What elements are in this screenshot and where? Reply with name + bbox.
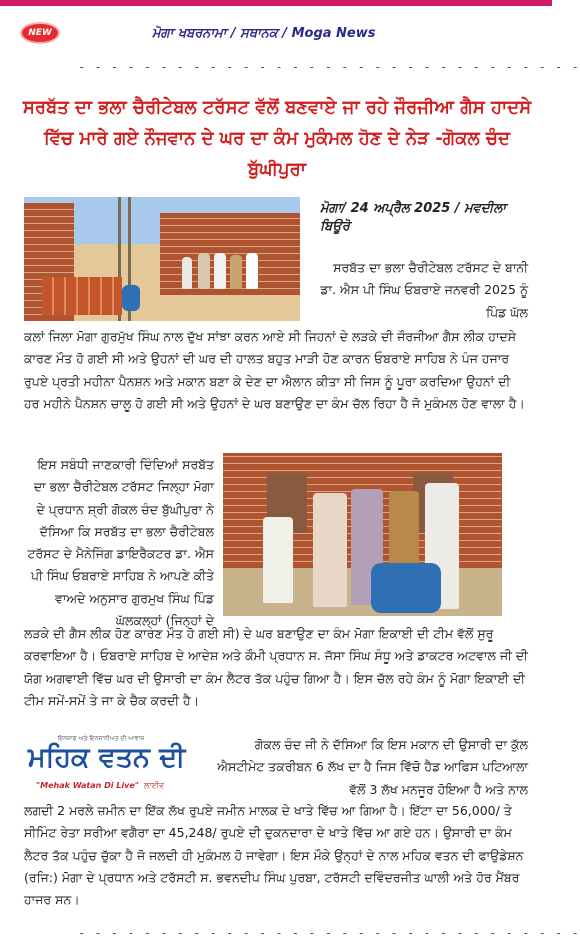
construction-photo — [24, 197, 300, 321]
page-header — [20, 20, 540, 46]
bottom-divider: - - - - - - - - - - - - - - - - - - - - - - - - - - - - - - - — [78, 926, 580, 940]
new-badge: NEW — [20, 22, 60, 44]
mehak-watan-di-logo: ਇਨਸਾਫ ਅਤੇ ਇਨਸਾਨੀਅਤ ਦੀ ਆਵਾਜ਼ ਮਹਿਕ ਵਤਨ ਦੀ "Mehak Watan Di Live" ਲਾਈਵ — [28, 735, 186, 790]
dateline: ਮੋਗਾ/ 24 ਅਪ੍ਰੈਲ 2025 / ਮਵਦੀਲਾ ਬਿਊਰੋ — [320, 201, 506, 234]
paragraph-1-intro: ਸਰਬੱਤ ਦਾ ਭਲਾ ਚੈਰੀਟੇਬਲ ਟਰੱਸਟ ਦੇ ਬਾਨੀ ਡਾ. ਐਸ ਪੀ ਸਿੰਘ ਓਬਰਾਏ ਜਨਵਰੀ 2025 ਨੂੰ ਪਿੰਡ ਘੱਲ — [320, 260, 528, 320]
paragraph-3-body: ਲਗਦੀ 2 ਮਰਲੇ ਜ਼ਮੀਨ ਦਾ ਇੱਕ ਲੱਖ ਰੁਪਏ ਜਮੀਨ ਮਾਲਕ ਦੇ ਖਾਤੇ ਵਿੱਚ ਆ ਗਿਆ ਹੈ। ਇੱਟਾ ਦਾ 56,000/ ਤੇ ਸੀਮਿੰਟ ਰੇਤਾ ਸਰੀਆ ਵਗੈਰਾ ਦਾ 45,248/ ਰੁਪਏ ਦੀ ਦੁਕਨਦਾਰਾ ਦੇ ਖਾਤੇ ਵਿੱਚ ਆ ਗਏ ਹਨ। ਉਸਾਰੀ ਦਾ ਕੰਮ ਲੈਟਰ ਤੱਕ ਪਹੁੰਚ ਚੁੱਕਾ ਹੈ ਜੋ ਜਲਦੀ ਹੀ ਮੁਕੰਮਲ ਹੋ ਜਾਵੇਗਾ। ਇਸ ਮੌਕੇ ਉਨ੍ਹਾਂ ਦੇ ਨਾਲ ਮਹਿਕ ਵਤਨ ਦੀ ਫਾਉਡੇਸ਼ਨ (ਰਜਿ:) ਮੋਗਾ ਦੇ ਪ੍ਰਧਾਨ ਅਤੇ ਟਰੱਸਟੀ ਸ. ਭਵਨਦੀਪ ਸਿੰਘ ਪੁਰਬਾ, ਟਰੱਸਟੀ ਦਵਿੰਦਰਜੀਤ ਘਾਲੀ ਅਤੇ ਹੋਰ ਮੈਂਬਰ ਹਾਜਰ ਸਨ। — [24, 803, 524, 908]
top-accent-bar — [0, 0, 552, 6]
paragraph-1-body: ਕਲਾਂ ਜਿਲਾ ਮੋਗਾ ਗੁਰਮੁੱਖ ਸਿੰਘ ਨਾਲ ਦੁੱਖ ਸਾਂਝਾ ਕਰਨ ਆਏ ਸੀ ਜਿਹਨਾਂ ਦੇ ਲੜਕੇ ਦੀ ਜੌਰਜੀਆ ਗੈਸ ਲੀਕ ਹਾਦਸੇ ਕਾਰਣ ਮੌਤ ਹੋ ਗਈ ਸੀ ਅਤੇ ਉਹਨਾਂ ਦੀ ਘਰ ਦੀ ਹਾਲਤ ਬਹੁਤ ਮਾੜੀ ਹੋਣ ਕਾਰਨ ਓਬਰਾਏ ਸਾਹਿਬ ਨੇ ਪੰਜ ਹਜਾਰ ਰੁਪਏ ਪ੍ਰਤੀ ਮਹੀਨਾ ਪੈਨਸ਼ਨ ਅਤੇ ਮਕਾਨ ਬਣਾ ਕੇ ਦੇਣ ਦਾ ਐਲਾਨ ਕੀਤਾ ਸੀ ਜਿਸ ਨੂੰ ਪੂਰਾ ਕਰਦਿਆ ਉਹਨਾਂ ਦੀ ਹਰ ਮਹੀਨੇ ਪੈਨਸ਼ਨ ਚਾਲੂ ਹੋ ਗਈ ਸੀ ਅਤੇ ਉਹਨਾਂ ਦੇ ਘਰ ਬਣਾਉਣ ਦਾ ਕੰਮ ਚੱਲ ਰਿਹਾ ਹੈ ਜੋ ਮੁਕੰਮਲ ਹੋਣ ਵਾਲਾ ਹੈ। — [24, 329, 525, 411]
article-headline: ਸਰਬੱਤ ਦਾ ਭਲਾ ਚੈਰੀਟੇਬਲ ਟਰੱਸਟ ਵੱਲੋਂ ਬਣਵਾਏ ਜਾ ਰਹੇ ਜੌਰਜੀਆ ਗੈਸ ਹਾਦਸੇ ਵਿੱਚ ਮਾਰੇ ਗਏ ਨੌਜਵਾਨ ਦੇ ਘਰ ਦਾ ਕੰਮ ਮੁਕੰਮਲ ਹੋਣ ਦੇ ਨੇੜ -ਗੋਕਲ ਚੰਦ ਬੁੱਘੀਪੁਰਾ — [22, 97, 532, 180]
paragraph-2-body: ਲੜਕੇ ਦੀ ਗੈਸ ਲੀਕ ਹੋਣ ਕਾਰਣ ਮੌਤ ਹੋ ਗਈ ਸੀ) ਦੇ ਘਰ ਬਣਾਉਣ ਦਾ ਕੰਮ ਮੋਗਾ ਇਕਾਈ ਦੀ ਟੀਮ ਵੱਲੋਂ ਸੁਰੂ ਕਰਵਾਇਆ ਹੈ। ਓਬਰਾਏ ਸਾਹਿਬ ਦੇ ਆਦੇਸ਼ ਅਤੇ ਕੌਮੀ ਪ੍ਰਧਾਨ ਸ. ਜੱਸਾ ਸਿੰਘ ਸੰਧੂ ਅਤੇ ਡਾਕਟਰ ਅਟਵਾਲ ਜੀ ਦੀ ਯੋਗ ਅਗਵਾਈ ਵਿੱਚ ਘਰ ਦੀ ਉਸਾਰੀ ਦਾ ਕੰਮ ਲੈਟਰ ਤੱਕ ਪਹੁੰਚ ਗਿਆ ਹੈ। ਇਸ ਚੱਲ ਰਹੇ ਕੰਮ ਨੂੰ ਮੋਗਾ ਇਕਾਈ ਦੀ ਟੀਮ ਸਮੇਂ-ਸਮੇਂ ਤੇ ਜਾ ਕੇ ਚੈਕ ਕਰਦੀ ਹੈ। — [24, 626, 528, 708]
section-breadcrumb[interactable]: ਮੋਗਾ ਖਬਰਨਾਮਾ / ਸਥਾਨਕ / Moga News — [152, 25, 376, 41]
top-divider: - - - - - - - - - - - - - - - - - - - - - - - - - - - - - - - — [78, 60, 580, 74]
paragraph-3-intro: ਗੋਕਲ ਚੰਦ ਜੀ ਨੇ ਦੱਸਿਆ ਕਿ ਇਸ ਮਕਾਨ ਦੀ ਉਸਾਰੀ ਦਾ ਕੁੱਲ ਐਸਟੀਮੇਟ ਤਕਰੀਬਨ 6 ਲੱਖ ਦਾ ਹੈ ਜਿਸ ਵਿੱਚੋ ਹੈਡ ਆਫਿਸ ਪਟਿਆਲਾ ਵੱਲੋਂ 3 ਲੱਖ ਮਨਜੂਰ ਹੋਇਆ ਹੈ ਅਤੇ ਨਾਲ — [217, 737, 528, 797]
group-photo — [223, 453, 502, 616]
paragraph-2-intro: ਇਸ ਸਬੰਧੀ ਜਾਣਕਾਰੀ ਦਿੰਦਿਆਂ ਸਰਬੱਤ ਦਾ ਭਲਾ ਚੈਰੀਟੇਬਲ ਟਰੱਸਟ ਜਿਲ੍ਹਾ ਮੋਗਾ ਦੇ ਪ੍ਰਧਾਨ ਸ਼੍ਰੀ ਗੋਕਲ ਚੰਦ ਬੁੱਘੀਪੁਰਾ ਨੇ ਦੱਸਿਆ ਕਿ ਸਰਬੱਤ ਦਾ ਭਲਾ ਚੈਰੀਟੇਬਲ ਟਰੱਸਟ ਦੇ ਮੈਨੇਜਿੰਗ ਡਾਇਰੈਕਟਰ ਡਾ. ਐਸ ਪੀ ਸਿੰਘ ਓਬਰਾਏ ਸਾਹਿਬ ਨੇ ਆਪਣੇ ਕੀਤੇ ਵਾਅਦੇ ਅਨੁਸਾਰ ਗੁਰਮੁਖ ਸਿੰਘ ਪਿੰਡ ਘੱਲਕਲ੍ਹਾਂ (ਜਿਨ੍ਹਾਂ ਦੇ — [27, 457, 214, 629]
